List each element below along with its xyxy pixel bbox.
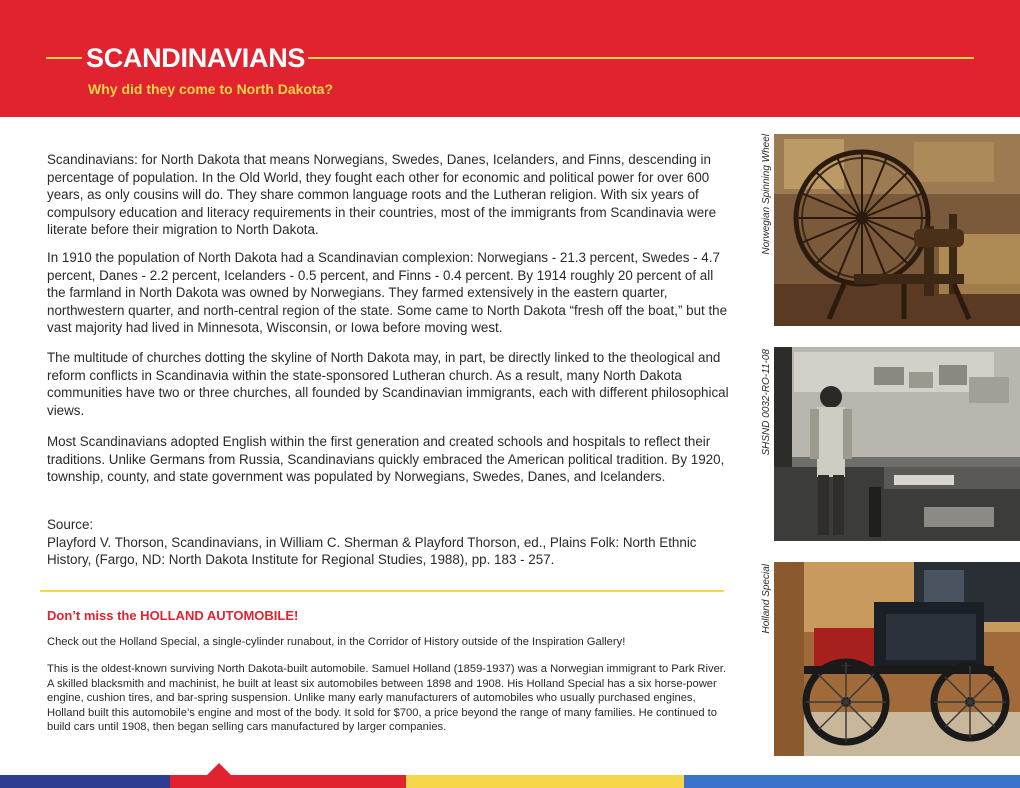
title-rule-left (46, 57, 82, 59)
footer-bar-yellow (406, 775, 684, 788)
paragraph-assimilation: Most Scandinavians adopted English within the first generation and created schools and hospitals to reflect their traditions. Unlike Germans from Russia, Scandinavians quickly embraced the American political tradition. By 1920, township, county, and state government was populated by Norwegians, Swedes, Danes, and Icelanders. (47, 434, 725, 485)
paragraph-population: In 1910 the population of North Dakota had a Scandinavian complexion: Norwegians - 21.3 percent, Swedes - 4.7 percent, Danes - 2.2 percent, Icelanders - 0.5 percent, and Finns - 0.4 percent. By 1914 roughly 20 percent of all the farmland in North Dakota was owned by Norwegians. They farmed extensively in the eastern quarter, northwestern quarter, and north-central region of the state. Some came to North Dakota “fresh off the boat,” but the vast majority had lived in Minnesota, Wisconsin, or Iowa before moving west. (47, 250, 728, 336)
antique-automobile-photo (774, 562, 1020, 756)
page-title: SCANDINAVIANS (86, 43, 306, 73)
callout-title: Don’t miss the HOLLAND AUTOMOBILE! (47, 608, 299, 623)
paragraph-churches: The multitude of churches dotting the skyline of North Dakota may, in part, be directly linked to the theological and reform conflicts in Scandinavia within the state-sponsored Lutheran church. As a result, many North Dakota communities have two or three churches, all founded by Scandinavian immigrants, each with different philosophical views. (47, 350, 729, 418)
source-label: Source: (47, 517, 94, 532)
page-subtitle: Why did they come to North Dakota? (88, 81, 334, 97)
source-block (47, 516, 733, 569)
footer-bar-blue (684, 775, 1020, 788)
footer-bar-navy (0, 775, 170, 788)
photo-caption-holland-special: Holland Special (761, 564, 772, 634)
photo-caption-shsnd: SHSND 0032-RO-11-08 (761, 349, 772, 456)
callout-body: This is the oldest-known surviving North Dakota-built automobile. Samuel Holland (1859-1937) was a Norwegian immigrant to Park River. A skilled blacksmith and machinist, he built at least six automobiles between 1898 and 1908. His Holland Special has a six horse-power engine, cushion tires, and bar-spring suspension. Unlike many early manufacturers of automobiles who usually purchased engines, Holland built this automobile’s engine and most of the body. It sold for $700, a price beyond the range of many families. He continued to build cars until 1908, then began selling cars manufactured by larger companies. (47, 663, 727, 734)
callout-intro: Check out the Holland Special, a single-cylinder runabout, in the Corridor of History outside of the Inspiration Gallery! (47, 636, 626, 648)
title-rule-right (308, 57, 974, 59)
photo-caption-spinning-wheel: Norwegian Spinning Wheel (761, 134, 772, 255)
header-banner (0, 0, 1020, 117)
section-divider (40, 590, 724, 592)
paragraph-intro: Scandinavians: for North Dakota that means Norwegians, Swedes, Danes, Icelanders, and Finns, descending in percentage of population. In the Old World, they fought each other for economic and political power for over 600 years, as only cousins will do. They share common language roots and the Lutheran religion. With six years of compulsory education and literacy requirements in their countries, most of the immigrants from Scandinavia were literate before their migration to North Dakota. (47, 152, 717, 238)
source-citation: Playford V. Thorson, Scandinavians, in William C. Sherman & Playford Thorson, ed., Plains Folk: North Ethnic History, (Fargo, ND: North Dakota Institute for Regional Studies, 1988), pp. 183 - 257. (47, 534, 697, 568)
footer-notch (207, 763, 231, 775)
footer-bar-red (170, 775, 406, 788)
spinning-wheel-photo (774, 134, 1020, 326)
blacksmith-shop-photo (774, 347, 1020, 541)
